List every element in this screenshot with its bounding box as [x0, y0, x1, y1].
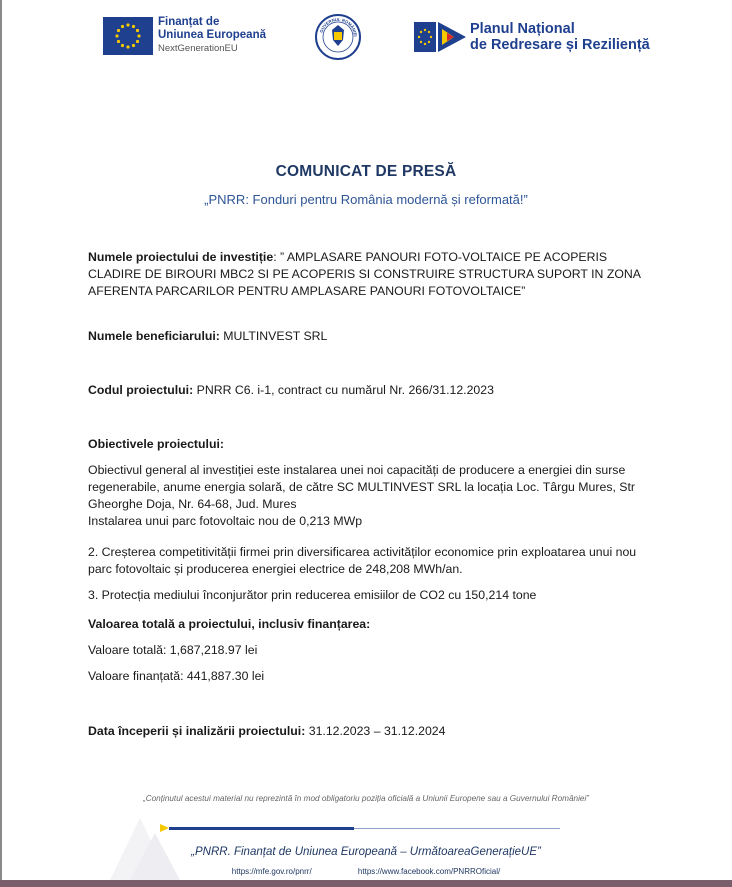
- project-code-label: Codul proiectului:: [88, 383, 194, 397]
- page-subtitle: „PNRR: Fonduri pentru România modernă și reformată!”: [204, 192, 528, 207]
- page-title: COMUNICAT DE PRESĂ: [275, 163, 457, 180]
- objective-install: Instalarea unui parc fotovoltaic nou de 0,213 MWp: [88, 514, 363, 528]
- value-heading: [88, 616, 648, 633]
- dates-value: 31.12.2023 – 31.12.2024: [305, 724, 446, 738]
- project-name-label: Numele proiectului de investiție: [88, 250, 274, 264]
- value-total: Valoare totală: 1,687,218.97 lei: [88, 643, 258, 657]
- objectives-heading: [88, 436, 648, 453]
- value-label: Valoarea totală a proiectului, inclusiv finanțarea:: [88, 617, 371, 631]
- footer-disclaimer: „Conținutul acestui material nu reprezintă în mod obligatoriu poziția oficială a Uniunii Europene sau a Guvernului României”: [142, 794, 589, 803]
- beneficiary-section: [88, 328, 648, 345]
- pnrr-line-2: de Redresare și Reziliență: [470, 37, 650, 53]
- objective-general: Obiectivul general al investiției este instalarea unei noi capacități de producere a energiei din surse regenerabile, anume energia solară, de către SC MULTINVEST SRL la locația Loc. Târgu Mures, Str Gheorghe Doja, Nr. 64-68, Jud. Mures: [88, 463, 636, 511]
- pnrr-label: [470, 21, 650, 53]
- project-name-section: [88, 249, 648, 300]
- pnrr-line-1: Planul Național: [470, 21, 575, 37]
- footer-link-facebook[interactable]: https://www.facebook.com/PNRROficial/: [357, 867, 501, 876]
- eu-line-2: Uniunea Europeană: [158, 29, 266, 41]
- value-financed: Valoare finanțată: 441,887.30 lei: [88, 669, 265, 683]
- eu-flag-icon: [103, 17, 153, 55]
- beneficiary-label: Numele beneficiarului:: [88, 329, 220, 343]
- objective-2: 2. Creșterea competitivității firmei prin diversificarea activităților economice prin exploatarea unui nou parc fotovoltaic și producerea energiei electrice de 248,208 MWh/an.: [88, 545, 637, 576]
- seal-text: GUVERNUL ROMÂNIEI: [318, 16, 359, 37]
- objectives-label: Obiectivele proiectului:: [88, 437, 224, 451]
- objective-3: 3. Protecția mediului înconjurător prin reducerea emisiilor de CO2 cu 150,214 tone: [88, 588, 537, 602]
- eu-line-1: Finanțat de: [158, 16, 220, 28]
- dates-section: [88, 723, 648, 740]
- page-left-border: [0, 0, 2, 880]
- romanian-government-seal-icon: [314, 13, 362, 61]
- footer-tagline: „PNRR. Finanțat de Uniunea Europeană – UrmătoareaGenerațieUE”: [191, 846, 541, 858]
- pnrr-logo-icon: [414, 19, 468, 55]
- eu-line-3: NextGenerationEU: [158, 43, 238, 54]
- footer-link-mfe[interactable]: https://mfe.gov.ro/pnrr/: [231, 867, 312, 876]
- dates-label: Data începerii și inalizării proiectului:: [88, 724, 306, 738]
- project-name-value: : ” AMPLASARE PANOURI FOTO-VOLTAICE PE ACOPERIS CLADIRE DE BIROURI MBC2 SI PE ACOPERIS SI CONSTRUIRE STRUCTURA SUPORT IN ZONA AFERENTA PARCARILOR PENTRU AMPLASARE PANOURI FOTOVOLTAICE”: [88, 250, 641, 298]
- project-code-value: PNRR C6. i-1, contract cu numărul Nr. 266/31.12.2023: [193, 383, 494, 397]
- beneficiary-value: MULTINVEST SRL: [219, 329, 328, 343]
- footer-progress-line: [160, 823, 560, 833]
- bottom-border-bar: [0, 880, 732, 887]
- footer-links: [0, 867, 732, 876]
- project-code-section: [88, 382, 648, 399]
- eu-funding-label: [158, 16, 266, 55]
